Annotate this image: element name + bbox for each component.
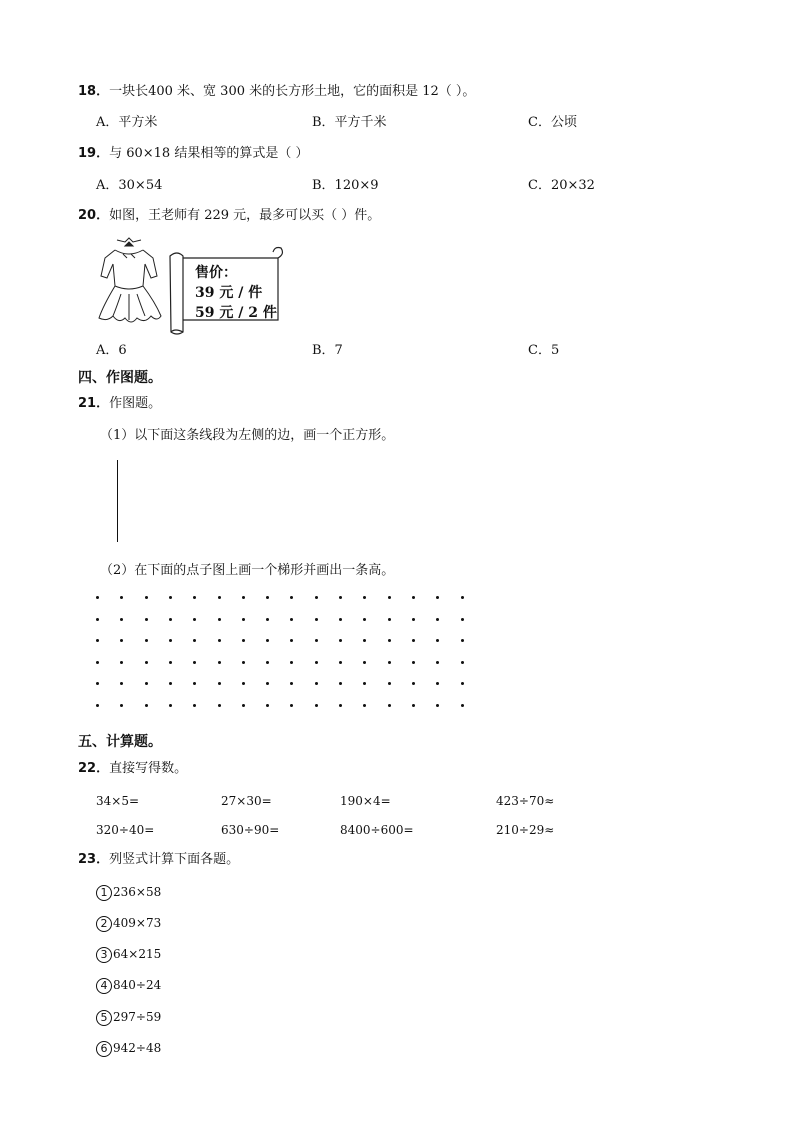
vertical-calc-item-3 — [96, 945, 161, 963]
question-19 — [78, 145, 308, 163]
grid-dot — [96, 596, 99, 599]
option-a[interactable]: A．6 — [96, 343, 127, 358]
option-a[interactable]: A．30×54 — [96, 178, 163, 193]
grid-dot — [290, 682, 293, 685]
section-heading-drawing: 四、作图题。 — [78, 370, 162, 386]
grid-dot — [315, 596, 318, 599]
grid-dot — [315, 618, 318, 621]
grid-dot — [388, 661, 391, 664]
calc-item: 8400÷600= — [340, 823, 414, 837]
option-c[interactable]: C．5 — [528, 343, 560, 358]
grid-dot — [363, 639, 366, 642]
grid-dot — [242, 618, 245, 621]
circled-number: 2 — [96, 916, 112, 932]
grid-dot — [266, 682, 269, 685]
grid-dot — [266, 704, 269, 707]
grid-dot — [193, 682, 196, 685]
grid-dot — [363, 596, 366, 599]
grid-dot — [436, 661, 439, 664]
grid-dot — [290, 661, 293, 664]
grid-dot — [461, 596, 464, 599]
question-number: 21． — [78, 396, 110, 411]
grid-dot — [388, 618, 391, 621]
grid-dot — [412, 661, 415, 664]
section-heading-calculation: 五、计算题。 — [78, 734, 162, 750]
grid-dot — [242, 639, 245, 642]
grid-dot — [120, 618, 123, 621]
question-stem: 与 60×18 结果相等的算式是（ ） — [109, 146, 309, 161]
grid-dot — [218, 596, 221, 599]
question-stem: 列竖式计算下面各题。 — [109, 852, 240, 867]
grid-dot — [145, 618, 148, 621]
question-23 — [78, 851, 239, 869]
grid-dot — [169, 639, 172, 642]
grid-dot — [290, 639, 293, 642]
grid-dot — [461, 682, 464, 685]
grid-dot — [388, 704, 391, 707]
grid-dot — [169, 596, 172, 599]
option-b[interactable]: B．平方千米 — [312, 115, 387, 130]
price-title: 售价： — [195, 265, 237, 281]
grid-dot — [242, 682, 245, 685]
grid-dot — [315, 661, 318, 664]
vertical-calc-item-1 — [96, 883, 161, 901]
grid-dot — [120, 704, 123, 707]
option-c[interactable]: C．20×32 — [528, 178, 595, 193]
circled-number: 6 — [96, 1041, 112, 1057]
grid-dot — [193, 596, 196, 599]
grid-dot — [169, 661, 172, 664]
grid-dot — [193, 618, 196, 621]
grid-dot — [242, 704, 245, 707]
grid-dot — [412, 596, 415, 599]
grid-dot — [388, 639, 391, 642]
calc-item: 190×4= — [340, 794, 391, 808]
grid-dot — [218, 661, 221, 664]
grid-dot — [120, 661, 123, 664]
grid-dot — [242, 661, 245, 664]
calc-expression: 236×58 — [113, 885, 162, 899]
grid-dot — [339, 661, 342, 664]
grid-dot — [461, 661, 464, 664]
grid-dot — [145, 661, 148, 664]
grid-dot — [412, 704, 415, 707]
grid-dot — [461, 704, 464, 707]
dress-icon — [99, 238, 161, 322]
grid-dot — [339, 682, 342, 685]
price-pair: 59 元 / 2 件 — [195, 305, 277, 321]
grid-dot — [315, 682, 318, 685]
grid-dot — [436, 596, 439, 599]
vertical-calc-item-2 — [96, 914, 161, 932]
grid-dot — [218, 639, 221, 642]
grid-dot — [290, 618, 293, 621]
grid-dot — [266, 596, 269, 599]
grid-dot — [363, 704, 366, 707]
grid-dot — [436, 639, 439, 642]
grid-dot — [388, 596, 391, 599]
grid-dot — [145, 682, 148, 685]
grid-dot — [412, 682, 415, 685]
circled-number: 5 — [96, 1010, 112, 1026]
circled-number: 4 — [96, 978, 112, 994]
question-stem: 作图题。 — [109, 396, 162, 411]
circled-number: 1 — [96, 885, 112, 901]
calc-expression: 297÷59 — [113, 1010, 162, 1024]
grid-dot — [339, 704, 342, 707]
vertical-calc-item-5 — [96, 1008, 161, 1026]
grid-dot — [266, 639, 269, 642]
grid-dot — [266, 618, 269, 621]
calc-expression: 64×215 — [113, 947, 162, 961]
grid-dot — [339, 618, 342, 621]
calc-item: 210÷29≈ — [496, 823, 555, 837]
grid-dot — [169, 704, 172, 707]
question-number: 22． — [78, 761, 110, 776]
question-21 — [78, 395, 161, 413]
grid-dot — [242, 596, 245, 599]
grid-dot — [339, 596, 342, 599]
calc-item: 630÷90= — [221, 823, 280, 837]
question-21-part-1: （1）以下面这条线段为左侧的边，画一个正方形。 — [100, 428, 395, 443]
calc-item: 423÷70≈ — [496, 794, 555, 808]
grid-dot — [388, 682, 391, 685]
dress-price-illustration — [95, 236, 290, 340]
grid-dot — [120, 682, 123, 685]
calc-item: 27×30= — [221, 794, 272, 808]
grid-dot — [339, 639, 342, 642]
price-label-block — [195, 263, 277, 323]
calc-item: 34×5= — [96, 794, 140, 808]
grid-dot — [436, 682, 439, 685]
question-number: 23． — [78, 852, 110, 867]
vertical-calc-item-6 — [96, 1039, 161, 1057]
grid-dot — [193, 639, 196, 642]
grid-dot — [363, 682, 366, 685]
option-b[interactable]: B．7 — [312, 343, 343, 358]
grid-dot — [145, 704, 148, 707]
grid-dot — [436, 704, 439, 707]
circled-number: 3 — [96, 947, 112, 963]
grid-dot — [315, 704, 318, 707]
calc-expression: 840÷24 — [113, 978, 162, 992]
grid-dot — [193, 704, 196, 707]
grid-dot — [461, 618, 464, 621]
dot-grid[interactable] — [96, 596, 466, 712]
calc-item: 320÷40= — [96, 823, 155, 837]
grid-dot — [169, 618, 172, 621]
grid-dot — [290, 596, 293, 599]
question-18 — [78, 83, 475, 101]
grid-dot — [363, 661, 366, 664]
option-c[interactable]: C．公顷 — [528, 115, 577, 130]
grid-dot — [96, 682, 99, 685]
calc-expression: 409×73 — [113, 916, 162, 930]
option-a[interactable]: A．平方米 — [96, 115, 158, 130]
question-21-part-2: （2）在下面的点子图上画一个梯形并画出一条高。 — [100, 563, 395, 578]
grid-dot — [120, 639, 123, 642]
vertical-calc-item-4 — [96, 976, 161, 994]
grid-dot — [96, 618, 99, 621]
grid-dot — [412, 639, 415, 642]
option-b[interactable]: B．120×9 — [312, 178, 379, 193]
question-22 — [78, 760, 187, 778]
grid-dot — [96, 704, 99, 707]
grid-dot — [290, 704, 293, 707]
calc-expression: 942÷48 — [113, 1041, 162, 1055]
grid-dot — [436, 618, 439, 621]
grid-dot — [461, 639, 464, 642]
question-20 — [78, 207, 380, 225]
question-number: 18． — [78, 84, 110, 99]
grid-dot — [363, 618, 366, 621]
question-number: 19． — [78, 146, 110, 161]
grid-dot — [412, 618, 415, 621]
grid-dot — [315, 639, 318, 642]
grid-dot — [218, 682, 221, 685]
grid-dot — [218, 704, 221, 707]
question-stem: 直接写得数。 — [109, 761, 188, 776]
grid-dot — [96, 661, 99, 664]
grid-dot — [120, 596, 123, 599]
grid-dot — [145, 639, 148, 642]
line-segment — [117, 460, 118, 542]
grid-dot — [169, 682, 172, 685]
price-single: 39 元 / 件 — [195, 285, 263, 301]
grid-dot — [145, 596, 148, 599]
question-number: 20． — [78, 208, 110, 223]
grid-dot — [193, 661, 196, 664]
question-stem: 一块长400 米、宽 300 米的长方形土地，它的面积是 12（ ）。 — [109, 84, 476, 99]
grid-dot — [218, 618, 221, 621]
grid-dot — [266, 661, 269, 664]
question-stem: 如图，王老师有 229 元，最多可以买（ ）件。 — [109, 208, 381, 223]
grid-dot — [96, 639, 99, 642]
